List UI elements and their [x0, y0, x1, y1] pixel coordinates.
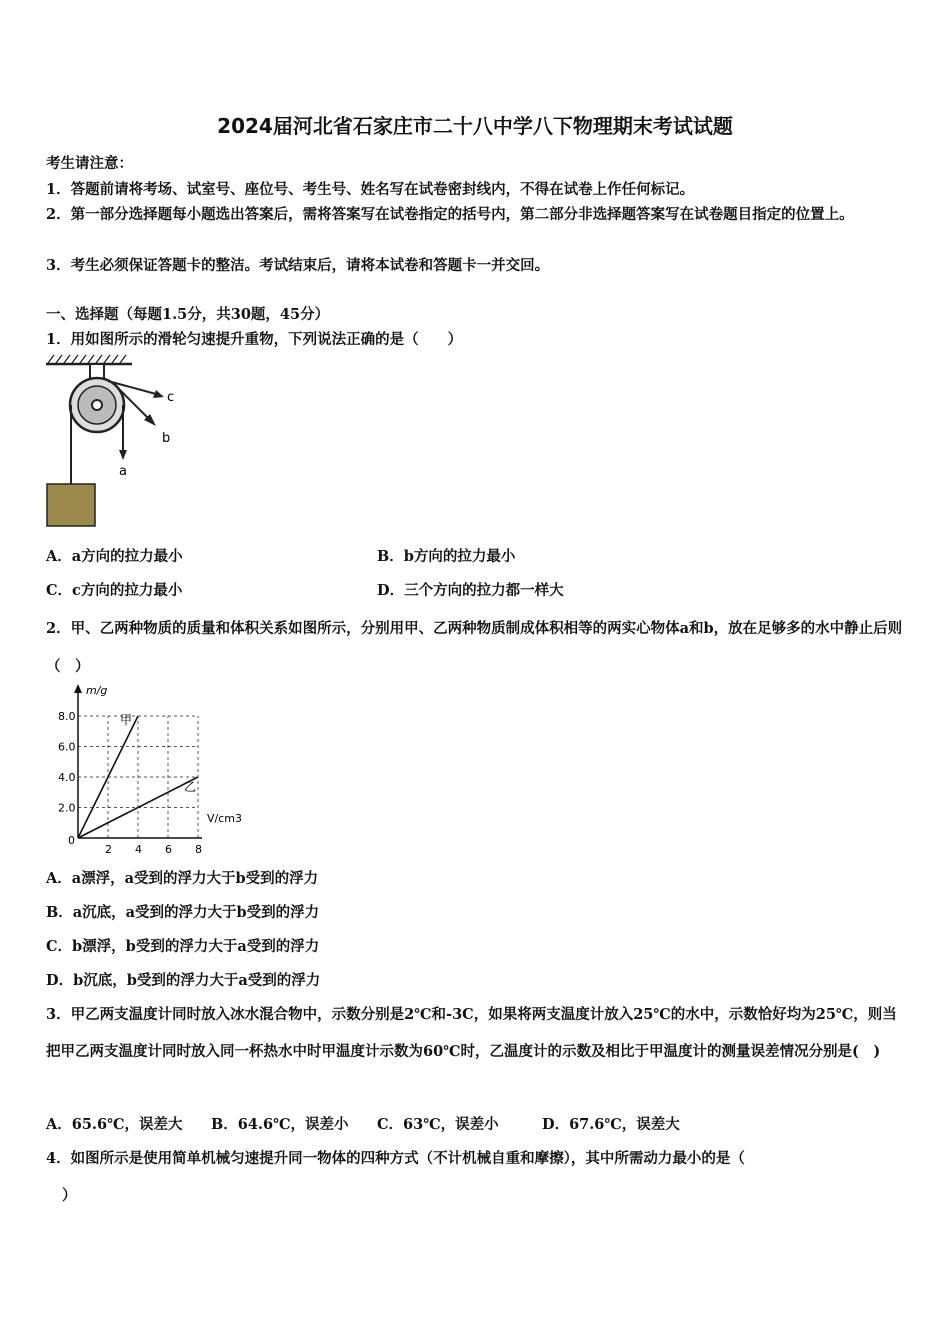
q3-option-d[interactable]: D．67.6℃，误差大 [542, 1116, 680, 1133]
q2-option-b[interactable]: B．a沉底，a受到的浮力大于b受到的浮力 [46, 904, 320, 921]
mass-volume-chart [48, 680, 258, 855]
notice-heading: 考生请注意： [46, 155, 133, 172]
q4-stem: 4．如图所示是使用简单机械匀速提升同一物体的四种方式（不计机械自重和摩擦），其中所需动力最小的是（ [46, 1150, 745, 1167]
x-tick-label: 2 [105, 843, 112, 855]
label-c: c [167, 390, 175, 405]
y-tick-label: 4.0 [58, 771, 76, 784]
q3-stem: 3．甲乙两支温度计同时放入冰水混合物中，示数分别是2℃和-3C，如果将两支温度计放入25℃的水中，示数恰好均为25℃，则当把甲乙两支温度计同时放入同一杯热水中时甲温度计示数为60℃时，乙温度计的示数及相比于甲温度计的测量误差情况分别是( ) [46, 1006, 897, 1060]
q1-option-d[interactable]: D．三个方向的拉力都一样大 [377, 582, 564, 599]
q2-stem: 2．甲、乙两种物质的质量和体积关系如图所示，分别用甲、乙两种物质制成体积相等的两实心物体a和b，放在足够多的水中静止后则（ ） [46, 620, 903, 675]
label-a: a [119, 464, 127, 479]
pulley-axle [92, 400, 102, 410]
q4-stem-end: ） [62, 1187, 77, 1204]
origin-label: 0 [68, 834, 75, 847]
y-axis-arrow [74, 684, 82, 693]
page-title: 2024届河北省石家庄市二十八中学八下物理期末考试试题 [217, 114, 733, 138]
q3-option-c[interactable]: C．63℃，误差小 [377, 1116, 499, 1133]
series-label-2: 乙 [184, 780, 197, 794]
y-tick-label: 6.0 [58, 740, 76, 754]
pulley-figure [40, 354, 190, 530]
series-label-1: 甲 [120, 713, 133, 727]
q2-option-d[interactable]: D．b沉底，b受到的浮力大于a受到的浮力 [46, 972, 321, 989]
q3-option-b[interactable]: B．64.6℃，误差小 [211, 1116, 349, 1133]
q1-stem: 1．用如图所示的滑轮匀速提升重物，下列说法正确的是（ ） [46, 331, 463, 348]
y-axis-label: m/g [86, 684, 108, 697]
x-axis-label: V/cm3 [207, 812, 242, 825]
y-tick-label: 2.0 [58, 801, 76, 815]
x-tick-label: 8 [195, 843, 202, 855]
notice-item-1: 1．答题前请将考场、试室号、座位号、考生号、姓名写在试卷密封线内，不得在试卷上作任何标记。 [46, 181, 695, 198]
y-tick-label: 8.0 [58, 710, 76, 723]
q3-option-a[interactable]: A．65.6℃，误差大 [46, 1116, 183, 1133]
q1-option-a[interactable]: A．a方向的拉力最小 [46, 548, 183, 565]
label-b: b [162, 431, 171, 446]
section-heading: 一、选择题（每题1.5分，共30题，45分） [46, 306, 330, 323]
q1-option-b[interactable]: B．b方向的拉力最小 [377, 548, 516, 565]
q1-option-c[interactable]: C．c方向的拉力最小 [46, 582, 183, 599]
x-tick-label: 4 [135, 843, 142, 855]
notice-item-2: 2．第一部分选择题每小题选出答案后，需将答案写在试卷指定的括号内，第二部分非选择题答案写在试卷题目指定的位置上。 [46, 206, 854, 223]
load-block [47, 484, 95, 526]
q2-option-c[interactable]: C．b漂浮，b受到的浮力大于a受到的浮力 [46, 938, 320, 955]
q2-option-a[interactable]: A．a漂浮，a受到的浮力大于b受到的浮力 [46, 870, 319, 887]
ceiling-hatch [48, 355, 126, 363]
x-tick-label: 6 [165, 843, 172, 855]
notice-item-3: 3．考生必须保证答题卡的整洁。考试结束后，请将本试卷和答题卡一并交回。 [46, 257, 550, 274]
